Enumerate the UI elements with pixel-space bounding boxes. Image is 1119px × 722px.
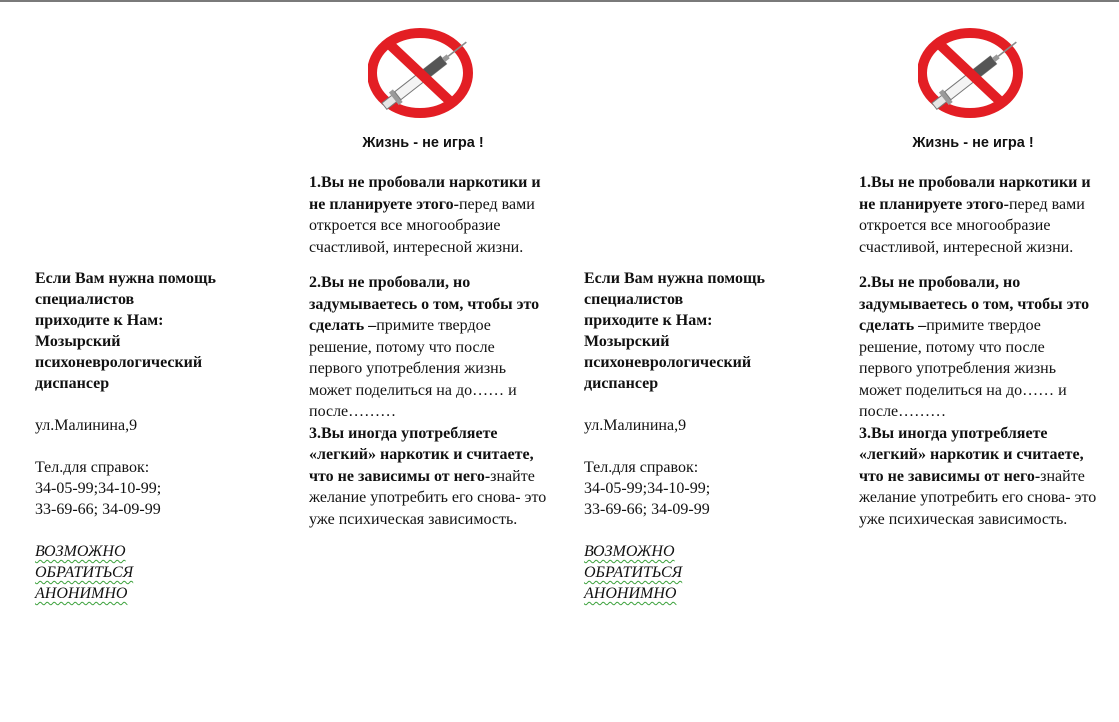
- info-block: [309, 172, 549, 530]
- phones-line: 34-05-99;34-10-99;: [35, 480, 162, 497]
- slogan: Жизнь - не игра !: [362, 135, 484, 151]
- phones-label: Тел.для справок:: [584, 459, 699, 476]
- info-paragraph: 2.Вы не пробовали, но задумываетесь о том, чтобы это сделать –примите твердое решение, потому что после первого употребления жизнь может поделиться на до…… и после………: [859, 274, 1090, 420]
- organization-info: Если Вам нужна помощь специалистов приходите к Нам: Мозырский психоневрологический диспансер: [584, 270, 765, 392]
- contact-block: [35, 268, 275, 604]
- info-block: [859, 172, 1099, 530]
- slogan: Жизнь - не игра !: [912, 135, 1034, 151]
- top-border: [0, 0, 1119, 2]
- anonymous-note: ВОЗМОЖНО ОБРАТИТЬСЯ АНОНИМНО: [35, 543, 134, 602]
- phones-line: 33-69-66; 34-09-99: [35, 501, 161, 518]
- info-paragraph: 3.Вы иногда употребляете «легкий» наркотик и считаете, что не зависимы от него-знайте желание употребить его снова- это уже психическая зависимость.: [859, 424, 1097, 528]
- phones-line: 34-05-99;34-10-99;: [584, 480, 711, 497]
- address: ул.Малинина,9: [35, 417, 138, 434]
- no-drugs-syringe-icon: [368, 28, 478, 118]
- info-paragraph: 1.Вы не пробовали наркотики и не планируете этого-перед вами откроется все многообразие счастливой, интересной жизни.: [859, 174, 1091, 256]
- address: ул.Малинина,9: [584, 417, 687, 434]
- info-paragraph: 2.Вы не пробовали, но задумываетесь о том, чтобы это сделать –примите твердое решение, потому что после первого употребления жизнь может поделиться на до…… и после………: [309, 274, 540, 420]
- info-paragraph: 3.Вы иногда употребляете «легкий» наркотик и считаете, что не зависимы от него-знайте желание употребить его снова- это уже психическая зависимость.: [309, 424, 547, 528]
- contact-block: [584, 268, 824, 604]
- organization-info: Если Вам нужна помощь специалистов приходите к Нам: Мозырский психоневрологический диспансер: [35, 270, 216, 392]
- phones-label: Тел.для справок:: [35, 459, 150, 476]
- info-paragraph: 1.Вы не пробовали наркотики и не планируете этого-перед вами откроется все многообразие счастливой, интересной жизни.: [309, 174, 541, 256]
- anonymous-note: ВОЗМОЖНО ОБРАТИТЬСЯ АНОНИМНО: [584, 543, 683, 602]
- phones-line: 33-69-66; 34-09-99: [584, 501, 710, 518]
- no-drugs-syringe-icon: [918, 28, 1028, 118]
